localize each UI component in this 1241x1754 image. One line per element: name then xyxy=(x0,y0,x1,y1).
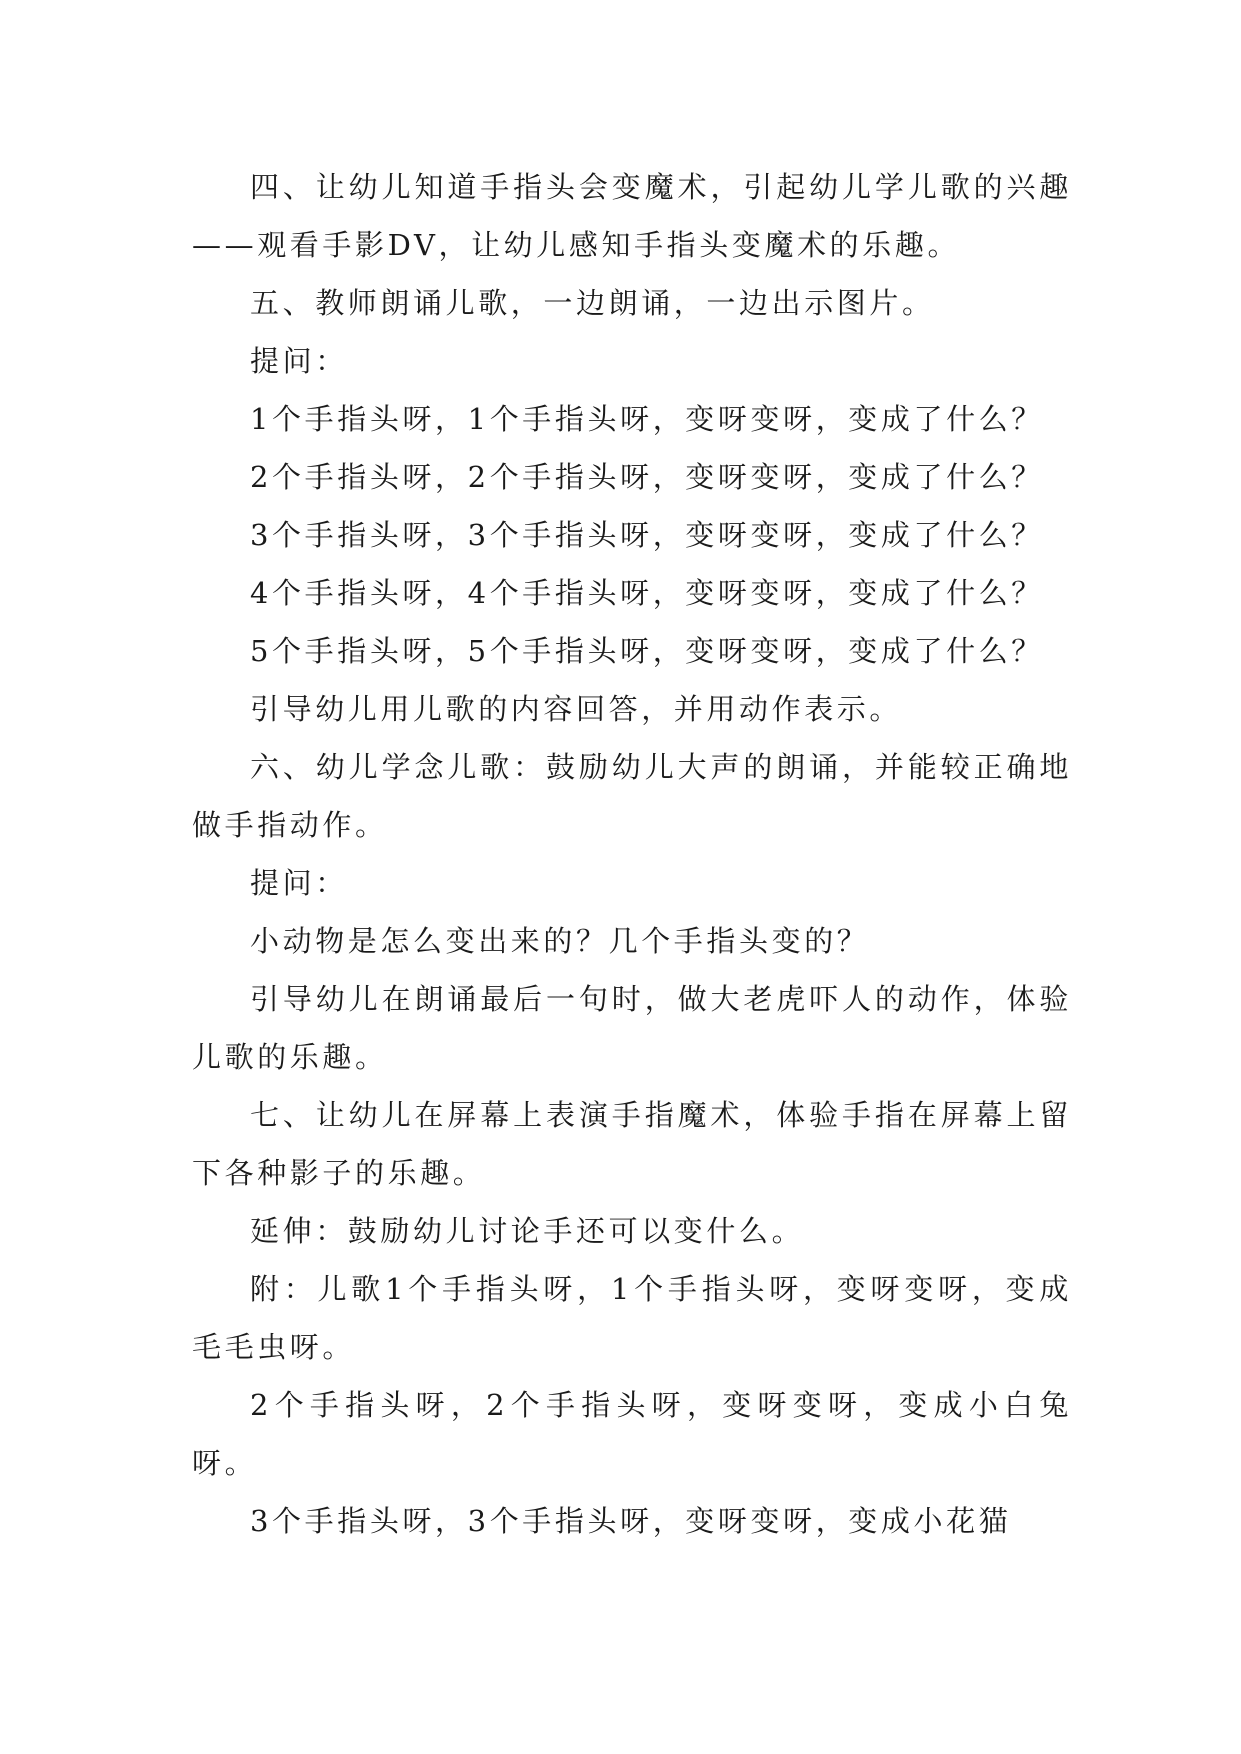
paragraph-14: 七、让幼儿在屏幕上表演手指魔术，体验手指在屏幕上留下各种影子的乐趣。 xyxy=(192,1098,1072,1190)
paragraph-12: 小动物是怎么变出来的？几个手指头变的？ xyxy=(250,924,870,958)
paragraph-11: 提问： xyxy=(250,866,348,900)
paragraph-5: 2个手指头呀，2个手指头呀，变呀变呀，变成了什么？ xyxy=(250,460,1044,494)
paragraph-3: 提问： xyxy=(250,344,348,378)
paragraph-18: 3个手指头呀，3个手指头呀，变呀变呀，变成小花猫 xyxy=(250,1504,1012,1538)
paragraph-13: 引导幼儿在朗诵最后一句时，做大老虎吓人的动作，体验儿歌的乐趣。 xyxy=(192,982,1072,1074)
paragraph-9: 引导幼儿用儿歌的内容回答，并用动作表示。 xyxy=(250,692,903,726)
document-body xyxy=(192,158,1072,1550)
paragraph-6: 3个手指头呀，3个手指头呀，变呀变呀，变成了什么？ xyxy=(250,518,1044,552)
paragraph-8: 5个手指头呀，5个手指头呀，变呀变呀，变成了什么？ xyxy=(250,634,1044,668)
paragraph-10: 六、幼儿学念儿歌：鼓励幼儿大声的朗诵，并能较正确地做手指动作。 xyxy=(192,750,1072,842)
paragraph-17: 2个手指头呀，2个手指头呀，变呀变呀，变成小白兔呀。 xyxy=(192,1388,1072,1480)
paragraph-7: 4个手指头呀，4个手指头呀，变呀变呀，变成了什么？ xyxy=(250,576,1044,610)
paragraph-15: 延伸：鼓励幼儿讨论手还可以变什么。 xyxy=(250,1214,805,1248)
paragraph-1: 四、让幼儿知道手指头会变魔术，引起幼儿学儿歌的兴趣——观看手影DV，让幼儿感知手指头变魔术的乐趣。 xyxy=(192,170,1072,262)
paragraph-16: 附：儿歌1个手指头呀，1个手指头呀，变呀变呀，变成毛毛虫呀。 xyxy=(192,1272,1072,1364)
paragraph-2: 五、教师朗诵儿歌，一边朗诵，一边出示图片。 xyxy=(250,286,935,320)
paragraph-4: 1个手指头呀，1个手指头呀，变呀变呀，变成了什么？ xyxy=(250,402,1044,436)
